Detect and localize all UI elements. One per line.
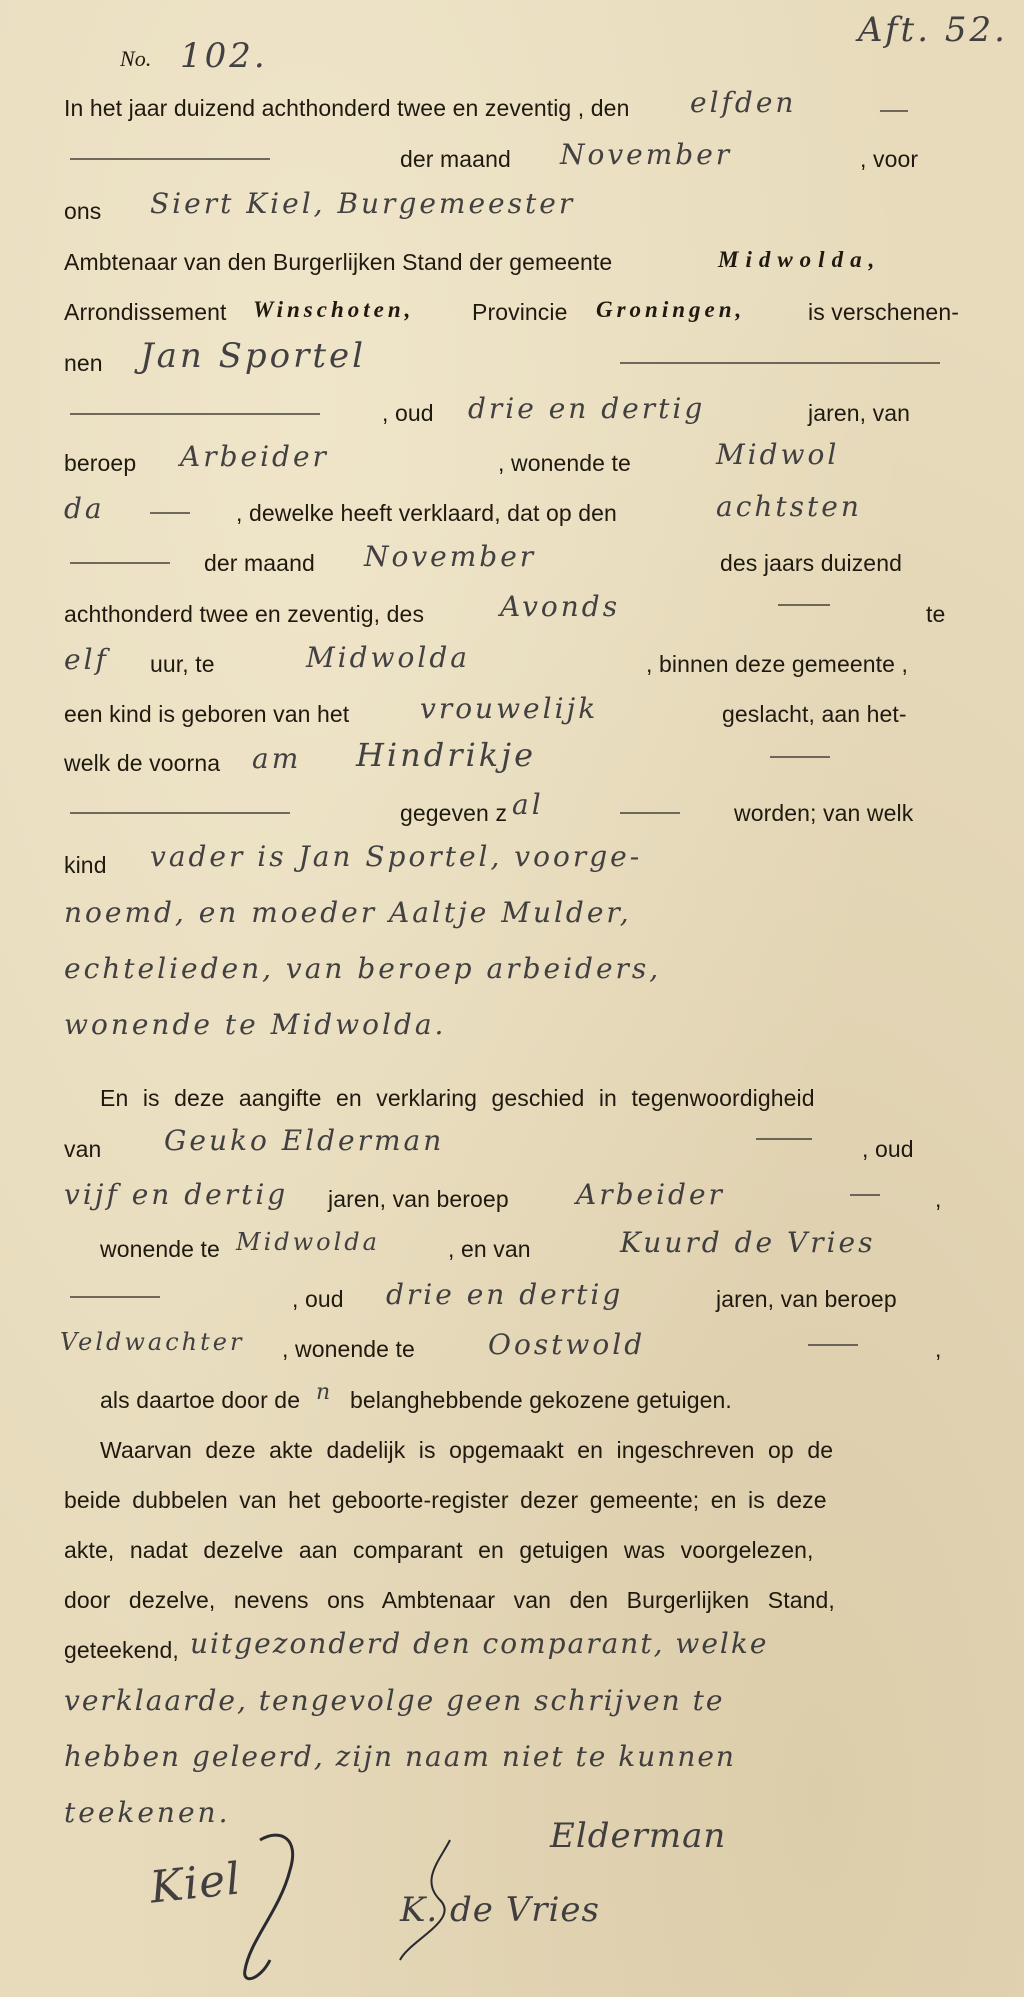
- hw-month: November: [560, 138, 733, 171]
- hw-residence-1: Midwol: [716, 438, 840, 471]
- van-label: van: [64, 1136, 102, 1162]
- arrondissement: Winschoten,: [253, 297, 415, 322]
- hw-clause-4: teekenen.: [64, 1796, 231, 1829]
- hw-voornaam-suffix: am: [252, 742, 302, 775]
- comma-2: ,: [935, 1336, 942, 1362]
- te-label: te: [926, 601, 946, 627]
- des-jaars: des jaars duizend: [720, 550, 902, 576]
- beide-line: beide dubbelen van het geboorte-register dezer gemeente; en is deze: [64, 1487, 827, 1513]
- hw-birth-day: achtsten: [716, 490, 862, 523]
- geteekend-label: geteekend,: [64, 1637, 179, 1663]
- beroep-label: beroep: [64, 450, 137, 476]
- hw-mayor: Siert Kiel, Burgemeester: [150, 187, 576, 220]
- voor-label: , voor: [860, 146, 919, 172]
- fill-dash: [880, 110, 908, 112]
- worden-label: worden; van welk: [734, 800, 914, 826]
- wonende-te-3: , wonende te: [282, 1336, 415, 1362]
- hw-clause-2: verklaarde, tengevolge geen schrijven te: [64, 1684, 725, 1717]
- hw-sex: vrouwelijk: [420, 692, 599, 725]
- record-number: 102.: [180, 36, 268, 76]
- hw-parents-3: echtelieden, van beroep arbeiders,: [64, 952, 662, 985]
- municipality: Midwolda,: [718, 247, 882, 272]
- oud-label-3: , oud: [292, 1286, 344, 1312]
- wonende-label: , wonende te: [498, 450, 631, 476]
- jaren-van: jaren, van: [808, 400, 911, 426]
- hw-zal: al: [512, 788, 544, 821]
- akte-line: akte, nadat dezelve aan comparant en getuigen was voorgelezen,: [64, 1537, 814, 1563]
- fill-dash: [70, 158, 270, 160]
- hw-residence-2: da: [64, 492, 105, 525]
- hw-clause-3: hebben geleerd, zijn naam niet te kunnen: [64, 1740, 736, 1773]
- hw-day: elfden: [690, 86, 797, 119]
- door-line: door dezelve, nevens ons Ambtenaar van den Burgerlijken Stand,: [64, 1587, 835, 1613]
- signature-kiel: Kiel: [147, 1853, 244, 1914]
- nen-label: nen: [64, 350, 103, 376]
- fill-dash: [808, 1344, 858, 1346]
- hw-witness-1-age: vijf en dertig: [64, 1178, 289, 1211]
- fill-dash: [150, 512, 190, 514]
- aangifte-line: En is deze aangifte en verklaring geschied in tegenwoordigheid: [100, 1085, 815, 1111]
- hw-witness-1: Geuko Elderman: [164, 1124, 445, 1157]
- fill-dash: [70, 1296, 160, 1298]
- fill-dash: [770, 756, 830, 758]
- province: Groningen,: [596, 297, 746, 322]
- binnen-gemeente: , binnen deze gemeente ,: [646, 651, 908, 677]
- hw-parents-1: vader is Jan Sportel, voorge-: [150, 840, 643, 873]
- hw-clause-1: uitgezonderd den comparant, welke: [190, 1627, 769, 1660]
- signature-de-vries: K. de Vries: [400, 1890, 600, 1930]
- line-13: een kind is geboren van het: [64, 701, 350, 727]
- hw-occupation: Arbeider: [180, 440, 329, 473]
- arrondissement-label: Arrondissement: [64, 299, 227, 325]
- signature-elderman: Elderman: [550, 1816, 727, 1856]
- belanghebbende: belanghebbende gekozene getuigen.: [350, 1387, 732, 1413]
- reference-annotation: Aft. 52.: [858, 10, 1008, 50]
- gegeven-label: gegeven z: [400, 800, 508, 826]
- kind-label: kind: [64, 852, 107, 878]
- line-11: achthonderd twee en zeventig, des: [64, 601, 425, 627]
- fill-dash: [778, 604, 830, 606]
- der-maand: der maand: [400, 146, 511, 172]
- oud-label-2: , oud: [862, 1136, 914, 1162]
- fill-dash: [850, 1194, 880, 1196]
- hw-parents-2: noemd, en moeder Aaltje Mulder,: [64, 896, 632, 929]
- record-number-label: No.: [120, 46, 152, 71]
- ons-label: ons: [64, 198, 102, 224]
- fill-dash: [70, 413, 320, 415]
- hw-time-of-day: Avonds: [500, 590, 621, 623]
- line-1: In het jaar duizend achthonderd twee en zeventig , den: [64, 95, 630, 121]
- jaren-beroep-2: jaren, van beroep: [716, 1286, 897, 1312]
- hw-birth-month: November: [364, 540, 537, 573]
- hw-age: drie en dertig: [468, 392, 706, 425]
- hw-birth-place: Midwolda: [306, 641, 470, 674]
- als-daartoe: als daartoe door de: [100, 1387, 301, 1413]
- hw-witness-2: Kuurd de Vries: [620, 1226, 876, 1259]
- hw-witness-2-occupation: Veldwachter: [60, 1328, 245, 1356]
- hw-de-suffix: n: [316, 1380, 334, 1405]
- uur-te: uur, te: [150, 651, 215, 677]
- comma: ,: [935, 1186, 942, 1212]
- fill-dash: [620, 362, 940, 364]
- hw-parents-4: wonende te Midwolda.: [64, 1008, 447, 1041]
- en-van: , en van: [448, 1236, 531, 1262]
- jaren-beroep: jaren, van beroep: [328, 1186, 509, 1212]
- fill-dash: [70, 562, 170, 564]
- fill-dash: [70, 812, 290, 814]
- hw-witness-2-age: drie en dertig: [386, 1278, 624, 1311]
- waarvan-line: Waarvan deze akte dadelijk is opgemaakt en ingeschreven op de: [100, 1437, 834, 1463]
- hw-witness-1-occupation: Arbeider: [576, 1178, 725, 1211]
- dewelke-line: , dewelke heeft verklaard, dat op den: [236, 500, 617, 526]
- line-14: welk de voorna: [64, 750, 221, 776]
- wonende-te-2: wonende te: [100, 1236, 220, 1262]
- oud-label: , oud: [382, 400, 434, 426]
- hw-child-name: Hindrikje: [356, 736, 537, 774]
- hw-hour: elf: [64, 643, 109, 676]
- hw-witness-1-residence: Midwolda: [236, 1228, 380, 1256]
- hw-witness-2-residence: Oostwold: [488, 1328, 646, 1361]
- verschenen-label: is verschenen-: [808, 299, 959, 325]
- geslacht-label: geslacht, aan het-: [722, 701, 907, 727]
- hw-declarant: Jan Sportel: [140, 336, 367, 376]
- fill-dash: [756, 1138, 812, 1140]
- fill-dash: [620, 812, 680, 814]
- provincie-label: Provincie: [472, 299, 568, 325]
- line-4: Ambtenaar van den Burgerlijken Stand der gemeente: [64, 249, 613, 275]
- der-maand-2: der maand: [204, 550, 315, 576]
